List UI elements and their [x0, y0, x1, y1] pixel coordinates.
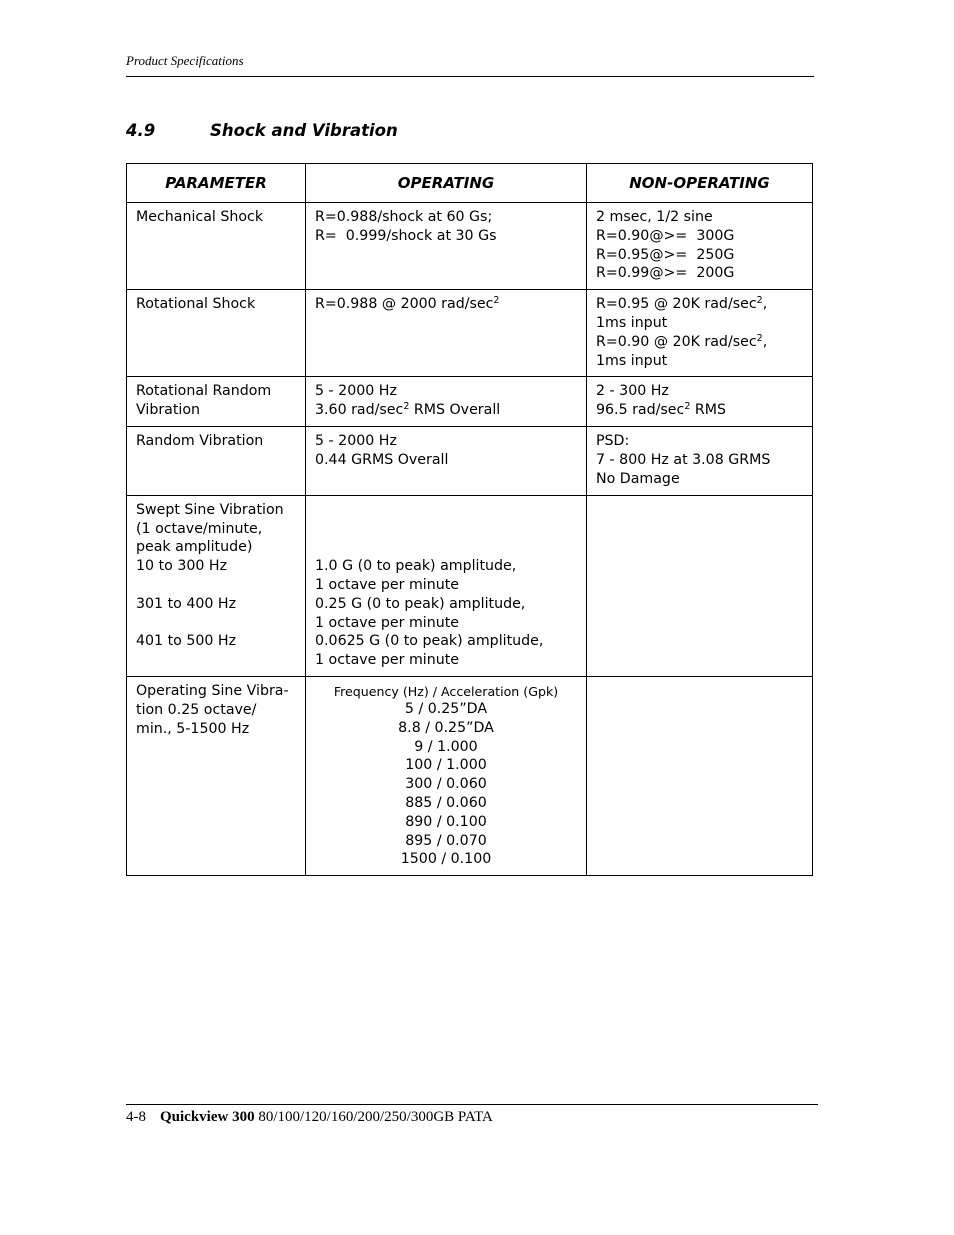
parameter-cell: Operating Sine Vibra- tion 0.25 octave/ min., 5-1500 Hz	[127, 676, 306, 875]
frequency-value: 890 / 0.100	[405, 813, 487, 830]
operating-cell: R=0.988 @ 2000 rad/$\sec^2$	[306, 290, 587, 377]
page-number: 4-8	[126, 1109, 146, 1125]
running-header: Product Specifications	[126, 53, 244, 68]
column-header-non-operating: NON-OPERATING	[587, 164, 813, 203]
non-operating-cell: 2 - 300 Hz 96.5 rad/$\sec^2$ RMS	[587, 377, 813, 427]
operating-cell: 1.0 G (0 to peak) amplitude, 1 octave per minute 0.25 G (0 to peak) amplitude, 1 octave per minute 0.0625 G (0 to peak) amplitude, 1 octave per minute	[306, 495, 587, 676]
frequency-value: 5 / 0.25”DA	[404, 700, 488, 717]
operating-cell: 5 - 2000 Hz 0.44 GRMS Overall	[306, 427, 587, 495]
frequency-value: 300 / 0.060	[405, 776, 487, 793]
frequency-value: 895 / 0.070	[405, 832, 487, 849]
header-rule	[126, 76, 814, 77]
frequency-value: 8.8 / 0.25”DA	[398, 719, 494, 736]
non-operating-cell: PSD: 7 - 800 Hz at 3.08 GRMS No Damage	[587, 427, 813, 495]
frequency-value: 9 / 1.000	[414, 738, 478, 755]
operating-cell: R=0.988/shock at 60 Gs; R= 0.999/shock at 30 Gs	[306, 203, 587, 290]
non-operating-cell	[587, 495, 813, 676]
table-row-random-vibration	[127, 427, 813, 495]
column-header-operating: OPERATING	[306, 164, 587, 203]
product-suffix: 80/100/120/160/200/250/300GB PATA	[254, 1109, 493, 1125]
parameter-cell: Mechanical Shock	[127, 203, 306, 290]
footer-rule	[126, 1104, 818, 1105]
parameter-cell: Swept Sine Vibration (1 octave/minute, peak amplitude) 10 to 300 Hz 301 to 400 Hz 401 to 500 Hz	[127, 495, 306, 676]
table-row-operating-sine-vibration	[127, 676, 813, 875]
parameter-cell: Rotational Shock	[127, 290, 306, 377]
table-row-rotational-shock	[127, 290, 813, 377]
section-number: 4.9	[126, 121, 156, 140]
operating-cell	[306, 676, 587, 875]
frequency-acceleration-header: Frequency (Hz) / Acceleration (Gpk)	[333, 683, 559, 699]
frequency-value: 885 / 0.060	[405, 794, 487, 811]
shock-vibration-table	[126, 163, 813, 876]
table-row-swept-sine-vibration	[127, 495, 813, 676]
table-row-mechanical-shock	[127, 203, 813, 290]
section-title: Shock and Vibration	[210, 121, 398, 140]
table-row-rotational-random-vibration	[127, 377, 813, 427]
non-operating-cell: 2 msec, 1/2 sine R=0.90@>= 300G R=0.95@>= 250G R=0.99@>= 200G	[587, 203, 813, 290]
product-name: Quickview 300	[160, 1109, 255, 1125]
operating-cell: 5 - 2000 Hz 3.60 rad/$\sec^2$ RMS Overall	[306, 377, 587, 427]
table-header-row	[127, 164, 813, 203]
column-header-parameter: PARAMETER	[127, 164, 306, 203]
parameter-cell: Random Vibration	[127, 427, 306, 495]
frequency-value: 1500 / 0.100	[400, 851, 492, 868]
frequency-value: 100 / 1.000	[405, 757, 487, 774]
non-operating-cell	[587, 676, 813, 875]
non-operating-cell: R=0.95 @ 20K rad/$\sec^2$, 1ms input R=0.90 @ 20K rad/$\sec^2$, 1ms input	[587, 290, 813, 377]
parameter-cell: Rotational Random Vibration	[127, 377, 306, 427]
section-heading	[126, 121, 398, 140]
page-footer	[126, 1109, 493, 1126]
